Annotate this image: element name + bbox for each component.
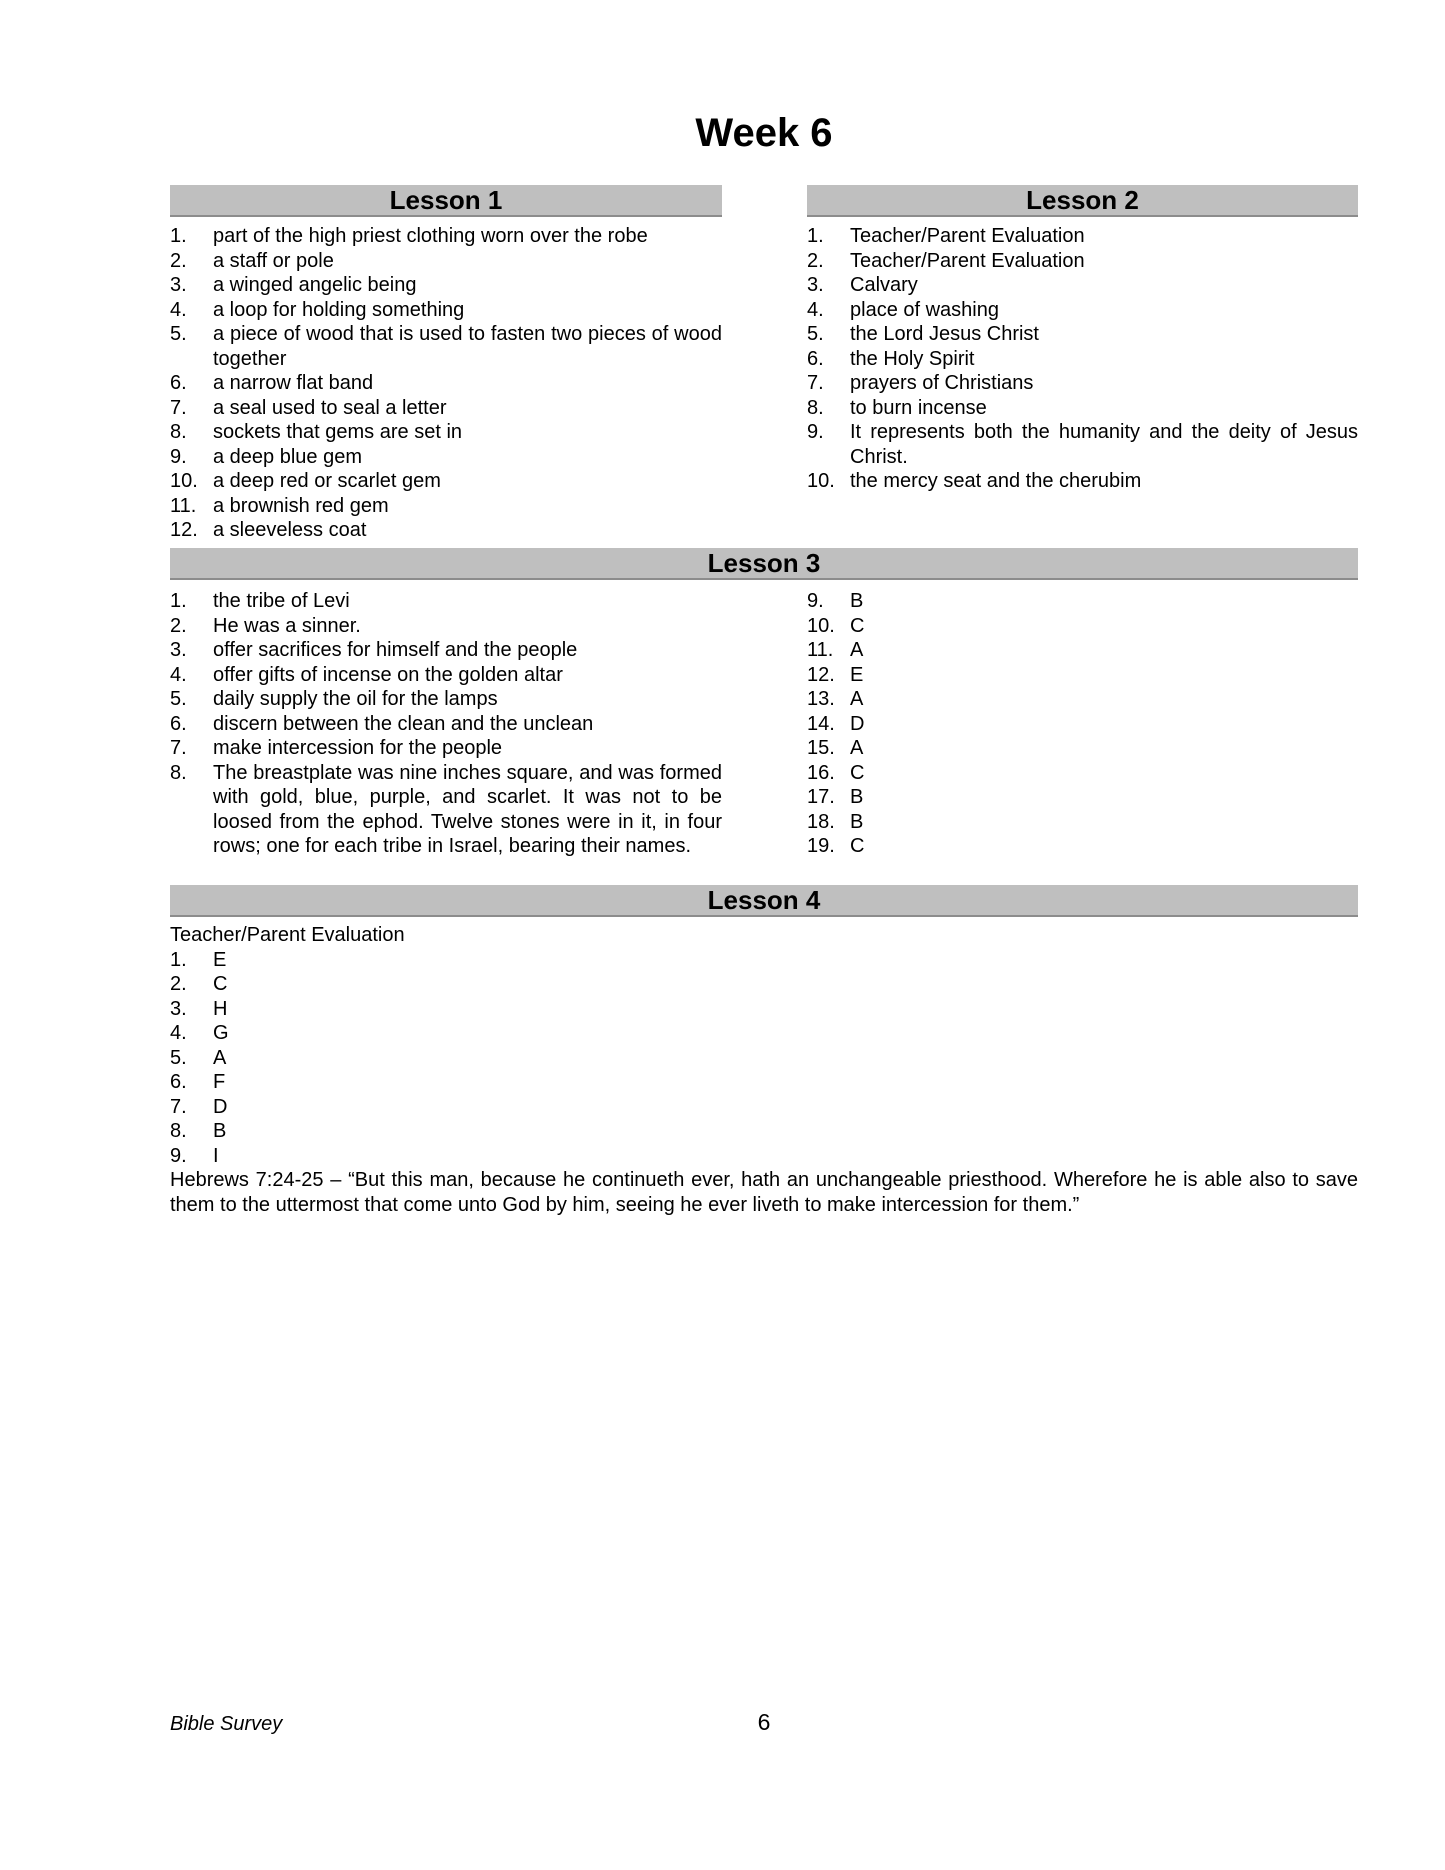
lesson-4-answer-list — [170, 948, 1358, 1169]
item-number: 7. — [170, 737, 187, 759]
item-text: sockets that gems are set in — [213, 421, 463, 443]
lesson-1-answer-list — [170, 224, 722, 543]
item-number: 5. — [807, 323, 824, 345]
item-number: 4. — [170, 298, 187, 321]
item-number: 5. — [170, 323, 187, 345]
list-item — [807, 589, 1358, 614]
list-item — [170, 518, 722, 543]
item-text: Calvary — [850, 274, 918, 296]
list-item — [807, 785, 1358, 810]
item-number: 9. — [807, 590, 824, 612]
list-item — [170, 298, 722, 323]
item-text: C — [850, 614, 865, 637]
item-number: 9. — [170, 1144, 187, 1167]
item-text: H — [213, 997, 228, 1020]
item-number: 4. — [170, 663, 187, 686]
list-item — [170, 589, 722, 614]
item-text: Teacher/Parent Evaluation — [850, 225, 1085, 247]
lesson-2-answer-list — [807, 224, 1358, 494]
list-item — [170, 1119, 1358, 1144]
item-text: a staff or pole — [213, 249, 334, 272]
item-text: a winged angelic being — [213, 274, 417, 296]
item-text: C — [850, 835, 865, 857]
item-number: 17. — [807, 786, 835, 808]
footer-book-title: Bible Survey — [170, 1713, 283, 1735]
list-item — [807, 420, 1358, 469]
item-number: 12. — [807, 663, 835, 686]
list-item — [807, 663, 1358, 688]
list-item — [807, 371, 1358, 396]
item-number: 2. — [170, 973, 187, 995]
item-text: C — [213, 973, 228, 995]
item-number: 4. — [170, 1022, 187, 1044]
item-text: A — [850, 639, 864, 661]
list-item — [170, 1070, 1358, 1095]
item-text: a piece of wood that is used to fasten two pieces of wood together — [213, 323, 722, 370]
list-item — [807, 736, 1358, 761]
item-number: 3. — [170, 639, 187, 661]
item-number: 6. — [170, 372, 187, 394]
item-text: daily supply the oil for the lamps — [213, 688, 498, 710]
item-number: 10. — [807, 614, 835, 637]
item-text: a narrow flat band — [213, 372, 374, 394]
item-number: 1. — [170, 590, 187, 612]
item-number: 6. — [807, 347, 824, 370]
item-number: 16. — [807, 761, 835, 784]
item-number: 18. — [807, 810, 835, 833]
item-text: It represents both the humanity and the deity of Jesus Christ. — [850, 421, 1358, 468]
page-title: Week 6 — [695, 111, 833, 155]
list-item — [170, 322, 722, 371]
lesson-2-header-bar: Lesson 2 — [807, 185, 1358, 217]
item-text: place of washing — [850, 298, 999, 321]
item-text: the mercy seat and the cherubim — [850, 470, 1142, 492]
footer-page-number: 6 — [757, 1709, 771, 1735]
list-item — [170, 273, 722, 298]
item-text: The breastplate was nine inches square, and was formed with gold, blue, purple, and scarlet. It was not to be loosed from the ephod. Twelve stones were in it, in four rows; one for each tribe in Israel, bearing their names. — [213, 761, 722, 857]
list-item — [170, 736, 722, 761]
item-text: E — [213, 948, 227, 971]
item-number: 3. — [170, 997, 187, 1020]
item-text: I — [213, 1144, 219, 1167]
list-item — [170, 469, 722, 494]
list-item — [170, 712, 722, 737]
list-item — [807, 712, 1358, 737]
lesson-4-section — [170, 885, 1358, 1217]
item-text: prayers of Christians — [850, 372, 1034, 394]
item-number: 14. — [807, 712, 835, 735]
scripture-verse: Hebrews 7:24-25 – “But this man, because he continueth ever, hath an unchangeable priesthood. Wherefore he is able also to save them to the uttermost that come unto God by him, seeing he ever liveth to make intercession for them.” — [170, 1169, 1358, 1216]
item-number: 2. — [807, 249, 824, 272]
lesson-3-section — [170, 548, 1358, 857]
list-item — [807, 396, 1358, 421]
item-number: 8. — [170, 761, 187, 784]
item-text: F — [213, 1071, 226, 1093]
item-number: 13. — [807, 688, 835, 710]
item-text: B — [213, 1120, 227, 1142]
item-number: 10. — [170, 470, 198, 492]
item-text: a deep red or scarlet gem — [213, 470, 441, 492]
list-item — [170, 420, 722, 445]
item-number: 15. — [807, 737, 835, 759]
item-number: 2. — [170, 614, 187, 637]
item-number: 3. — [807, 274, 824, 296]
list-item — [170, 948, 1358, 973]
list-item — [170, 687, 722, 712]
item-text: A — [213, 1046, 227, 1069]
item-number: 11. — [170, 494, 197, 517]
item-number: 3. — [170, 274, 187, 296]
item-number: 6. — [170, 712, 187, 735]
list-item — [170, 396, 722, 421]
item-number: 9. — [807, 421, 824, 443]
list-item — [170, 997, 1358, 1022]
list-item — [807, 469, 1358, 494]
list-item — [807, 810, 1358, 835]
item-text: B — [850, 590, 864, 612]
item-text: the Holy Spirit — [850, 347, 975, 370]
item-number: 6. — [170, 1071, 187, 1093]
list-item — [170, 445, 722, 470]
item-number: 1. — [170, 948, 187, 971]
item-text: make intercession for the people — [213, 737, 503, 759]
item-number: 1. — [807, 225, 824, 247]
list-item — [807, 249, 1358, 274]
item-text: offer gifts of incense on the golden altar — [213, 663, 563, 686]
item-text: offer sacrifices for himself and the people — [213, 639, 578, 661]
item-text: A — [850, 688, 864, 710]
item-number: 2. — [170, 249, 187, 272]
list-item — [170, 494, 722, 519]
list-item — [807, 273, 1358, 298]
list-item — [170, 224, 722, 249]
list-item — [170, 614, 722, 639]
lesson-4-header-bar: Lesson 4 — [170, 885, 1358, 917]
lesson-1-header-bar: Lesson 1 — [170, 185, 722, 217]
item-number: 7. — [170, 396, 187, 419]
lesson-3-left-list — [170, 589, 722, 859]
list-item — [807, 224, 1358, 249]
lesson-4-intro: Teacher/Parent Evaluation — [170, 924, 405, 946]
item-text: D — [213, 1095, 228, 1118]
item-number: 1. — [170, 225, 187, 247]
item-number: 5. — [170, 1046, 187, 1069]
item-text: G — [213, 1022, 229, 1044]
list-item — [170, 663, 722, 688]
item-text: the Lord Jesus Christ — [850, 323, 1039, 345]
lesson-2-column — [807, 185, 1358, 494]
item-text: B — [850, 786, 864, 808]
item-text: a seal used to seal a letter — [213, 396, 447, 419]
list-item — [170, 1144, 1358, 1169]
item-number: 19. — [807, 835, 835, 857]
item-number: 8. — [170, 1120, 187, 1142]
list-item — [807, 347, 1358, 372]
list-item — [170, 1021, 1358, 1046]
item-text: discern between the clean and the unclean — [213, 712, 594, 735]
item-number: 12. — [170, 519, 198, 541]
item-text: a loop for holding something — [213, 298, 465, 321]
item-text: a deep blue gem — [213, 445, 363, 468]
list-item — [807, 687, 1358, 712]
item-text: a brownish red gem — [213, 494, 389, 517]
item-text: Teacher/Parent Evaluation — [850, 249, 1085, 272]
list-item — [170, 1095, 1358, 1120]
list-item — [807, 761, 1358, 786]
item-text: B — [850, 810, 864, 833]
list-item — [807, 834, 1358, 859]
list-item — [170, 1046, 1358, 1071]
item-number: 9. — [170, 445, 187, 468]
list-item — [170, 371, 722, 396]
lesson-3-right-list — [807, 589, 1358, 859]
item-text: to burn incense — [850, 396, 987, 419]
list-item — [170, 249, 722, 274]
item-text: the tribe of Levi — [213, 590, 350, 612]
item-number: 11. — [807, 639, 834, 661]
lesson-3-header-bar: Lesson 3 — [170, 548, 1358, 580]
item-number: 8. — [170, 421, 187, 443]
item-text: a sleeveless coat — [213, 519, 367, 541]
list-item — [807, 614, 1358, 639]
item-number: 10. — [807, 470, 835, 492]
list-item — [807, 638, 1358, 663]
item-text: D — [850, 712, 865, 735]
list-item — [807, 322, 1358, 347]
lesson-1-column — [170, 185, 722, 543]
item-text: A — [850, 737, 864, 759]
list-item — [170, 972, 1358, 997]
item-number: 5. — [170, 688, 187, 710]
item-number: 8. — [807, 396, 824, 419]
item-text: part of the high priest clothing worn over the robe — [213, 225, 648, 247]
item-number: 7. — [170, 1095, 187, 1118]
list-item — [170, 638, 722, 663]
item-text: C — [850, 761, 865, 784]
list-item — [170, 761, 722, 859]
item-number: 7. — [807, 372, 824, 394]
item-text: He was a sinner. — [213, 614, 361, 637]
item-number: 4. — [807, 298, 824, 321]
item-text: E — [850, 663, 864, 686]
list-item — [807, 298, 1358, 323]
